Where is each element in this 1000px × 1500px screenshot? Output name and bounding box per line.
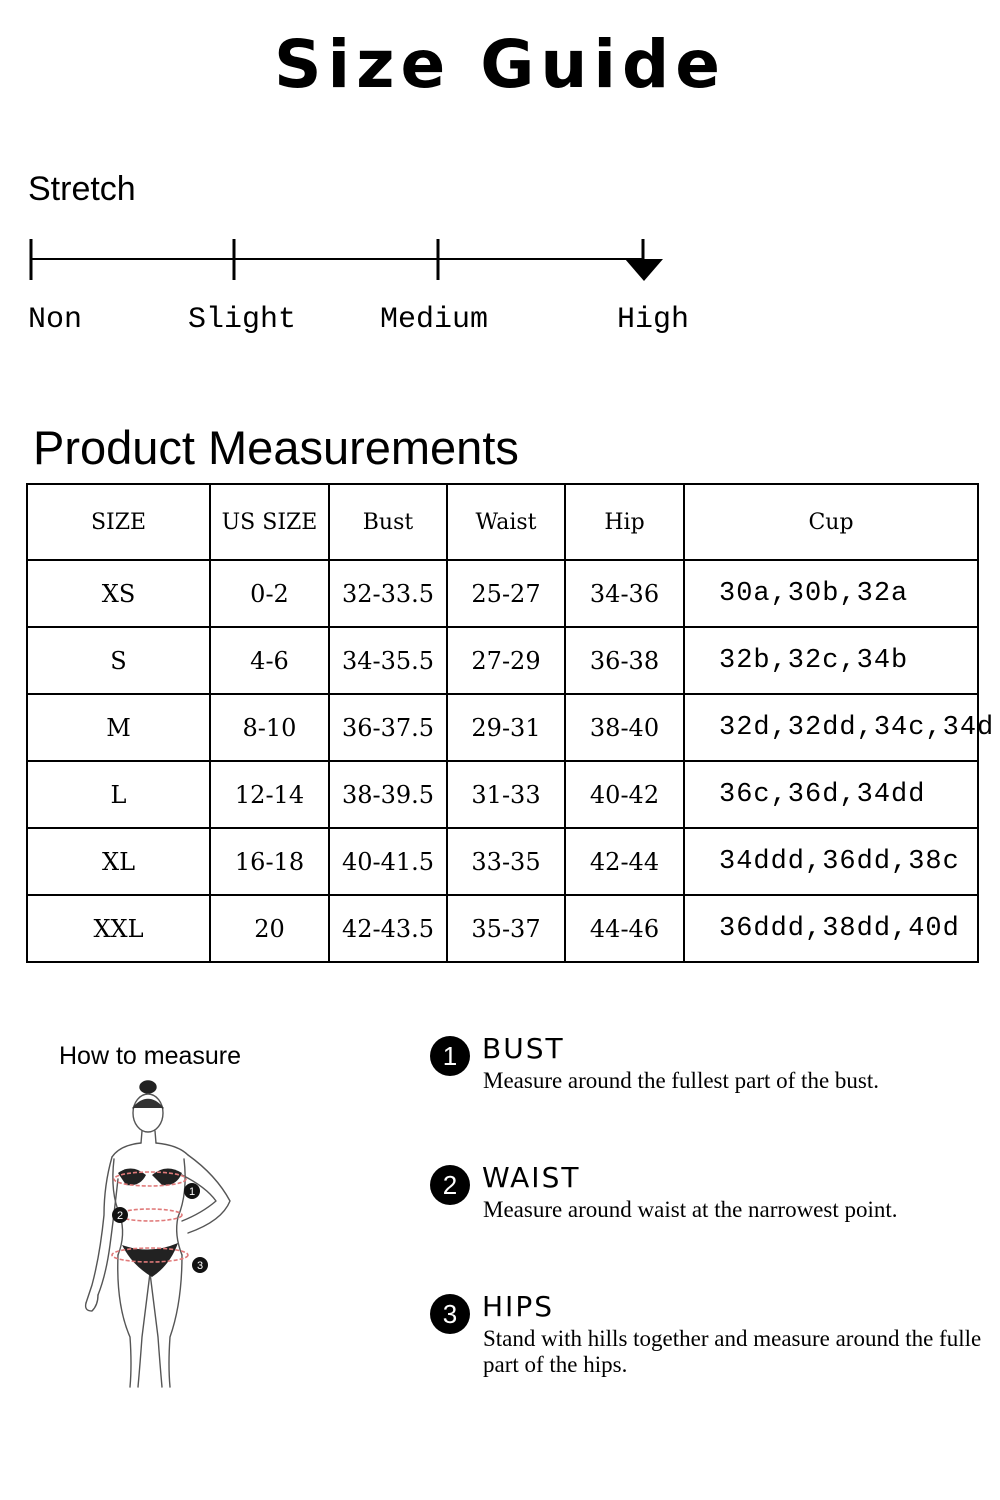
waist-cell: 27-29 bbox=[447, 627, 565, 694]
table-header-row bbox=[27, 484, 978, 560]
svg-text:3: 3 bbox=[196, 1260, 204, 1272]
step-description: Measure around the fullest part of the bust. bbox=[483, 1068, 879, 1093]
us-size-cell: 4-6 bbox=[210, 627, 329, 694]
table-row bbox=[27, 560, 978, 627]
size-cell: XS bbox=[27, 560, 210, 627]
bust-cell: 34-35.5 bbox=[329, 627, 447, 694]
step-number-2-icon: 2 bbox=[430, 1165, 470, 1205]
step-title: BUST bbox=[482, 1032, 565, 1065]
us-size-cell: 8-10 bbox=[210, 694, 329, 761]
figure-marker-3 bbox=[192, 1257, 208, 1273]
size-cell: XL bbox=[27, 828, 210, 895]
hip-cell: 44-46 bbox=[565, 895, 684, 962]
stretch-level-slight: Slight bbox=[188, 303, 297, 337]
table-row bbox=[27, 828, 978, 895]
size-cell: M bbox=[27, 694, 210, 761]
figure-marker-1 bbox=[184, 1183, 200, 1199]
step-number-1-icon: 1 bbox=[430, 1036, 470, 1076]
step-description: Measure around waist at the narrowest point. bbox=[483, 1197, 898, 1222]
bust-cell: 38-39.5 bbox=[329, 761, 447, 828]
us-size-cell: 16-18 bbox=[210, 828, 329, 895]
table-row bbox=[27, 694, 978, 761]
measurements-title: Product Measurements bbox=[33, 421, 519, 474]
waist-cell: 25-27 bbox=[447, 560, 565, 627]
size-cell: XXL bbox=[27, 895, 210, 962]
body-measure-figure bbox=[70, 1075, 270, 1395]
stretch-level-high: High bbox=[617, 303, 690, 337]
cup-cell: 34ddd,36dd,38c bbox=[684, 828, 978, 895]
cup-cell: 32b,32c,34b bbox=[684, 627, 978, 694]
svg-text:2: 2 bbox=[116, 1210, 124, 1222]
waist-cell: 31-33 bbox=[447, 761, 565, 828]
waist-cell: 29-31 bbox=[447, 694, 565, 761]
cup-cell: 32d,32dd,34c,34d bbox=[684, 694, 978, 761]
column-header: Cup bbox=[684, 484, 978, 560]
table-row bbox=[27, 627, 978, 694]
how-to-measure-label: How to measure bbox=[59, 1042, 242, 1070]
table-row bbox=[27, 895, 978, 962]
hip-cell: 38-40 bbox=[565, 694, 684, 761]
bust-cell: 36-37.5 bbox=[329, 694, 447, 761]
stretch-scale bbox=[0, 230, 700, 290]
step-title: HIPS bbox=[482, 1290, 554, 1323]
column-header: SIZE bbox=[27, 484, 210, 560]
column-header: Bust bbox=[329, 484, 447, 560]
step-title: WAIST bbox=[482, 1161, 581, 1194]
page-title: Size Guide bbox=[273, 26, 727, 103]
us-size-cell: 12-14 bbox=[210, 761, 329, 828]
us-size-cell: 0-2 bbox=[210, 560, 329, 627]
hip-cell: 42-44 bbox=[565, 828, 684, 895]
hip-cell: 34-36 bbox=[565, 560, 684, 627]
bust-cell: 32-33.5 bbox=[329, 560, 447, 627]
measurements-table bbox=[26, 483, 995, 963]
hip-cell: 40-42 bbox=[565, 761, 684, 828]
stretch-label: Stretch bbox=[28, 170, 136, 208]
size-cell: S bbox=[27, 627, 210, 694]
us-size-cell: 20 bbox=[210, 895, 329, 962]
hip-cell: 36-38 bbox=[565, 627, 684, 694]
cup-cell: 30a,30b,32a bbox=[684, 560, 978, 627]
svg-text:1: 1 bbox=[188, 1186, 196, 1198]
waist-cell: 33-35 bbox=[447, 828, 565, 895]
column-header: Waist bbox=[447, 484, 565, 560]
step-number-3-icon: 3 bbox=[430, 1294, 470, 1334]
bust-cell: 42-43.5 bbox=[329, 895, 447, 962]
cup-cell: 36c,36d,34dd bbox=[684, 761, 978, 828]
size-cell: L bbox=[27, 761, 210, 828]
table-row bbox=[27, 761, 978, 828]
stretch-selected-marker bbox=[625, 259, 663, 281]
bust-cell: 40-41.5 bbox=[329, 828, 447, 895]
cup-cell: 36ddd,38dd,40d bbox=[684, 895, 978, 962]
stretch-level-non: Non bbox=[28, 303, 83, 337]
column-header: US SIZE bbox=[210, 484, 329, 560]
waist-cell: 35-37 bbox=[447, 895, 565, 962]
column-header: Hip bbox=[565, 484, 684, 560]
step-description: Stand with hills together and measure around the fulle part of the hips. bbox=[483, 1326, 982, 1377]
figure-marker-2 bbox=[112, 1207, 128, 1223]
stretch-level-medium: Medium bbox=[380, 303, 489, 337]
